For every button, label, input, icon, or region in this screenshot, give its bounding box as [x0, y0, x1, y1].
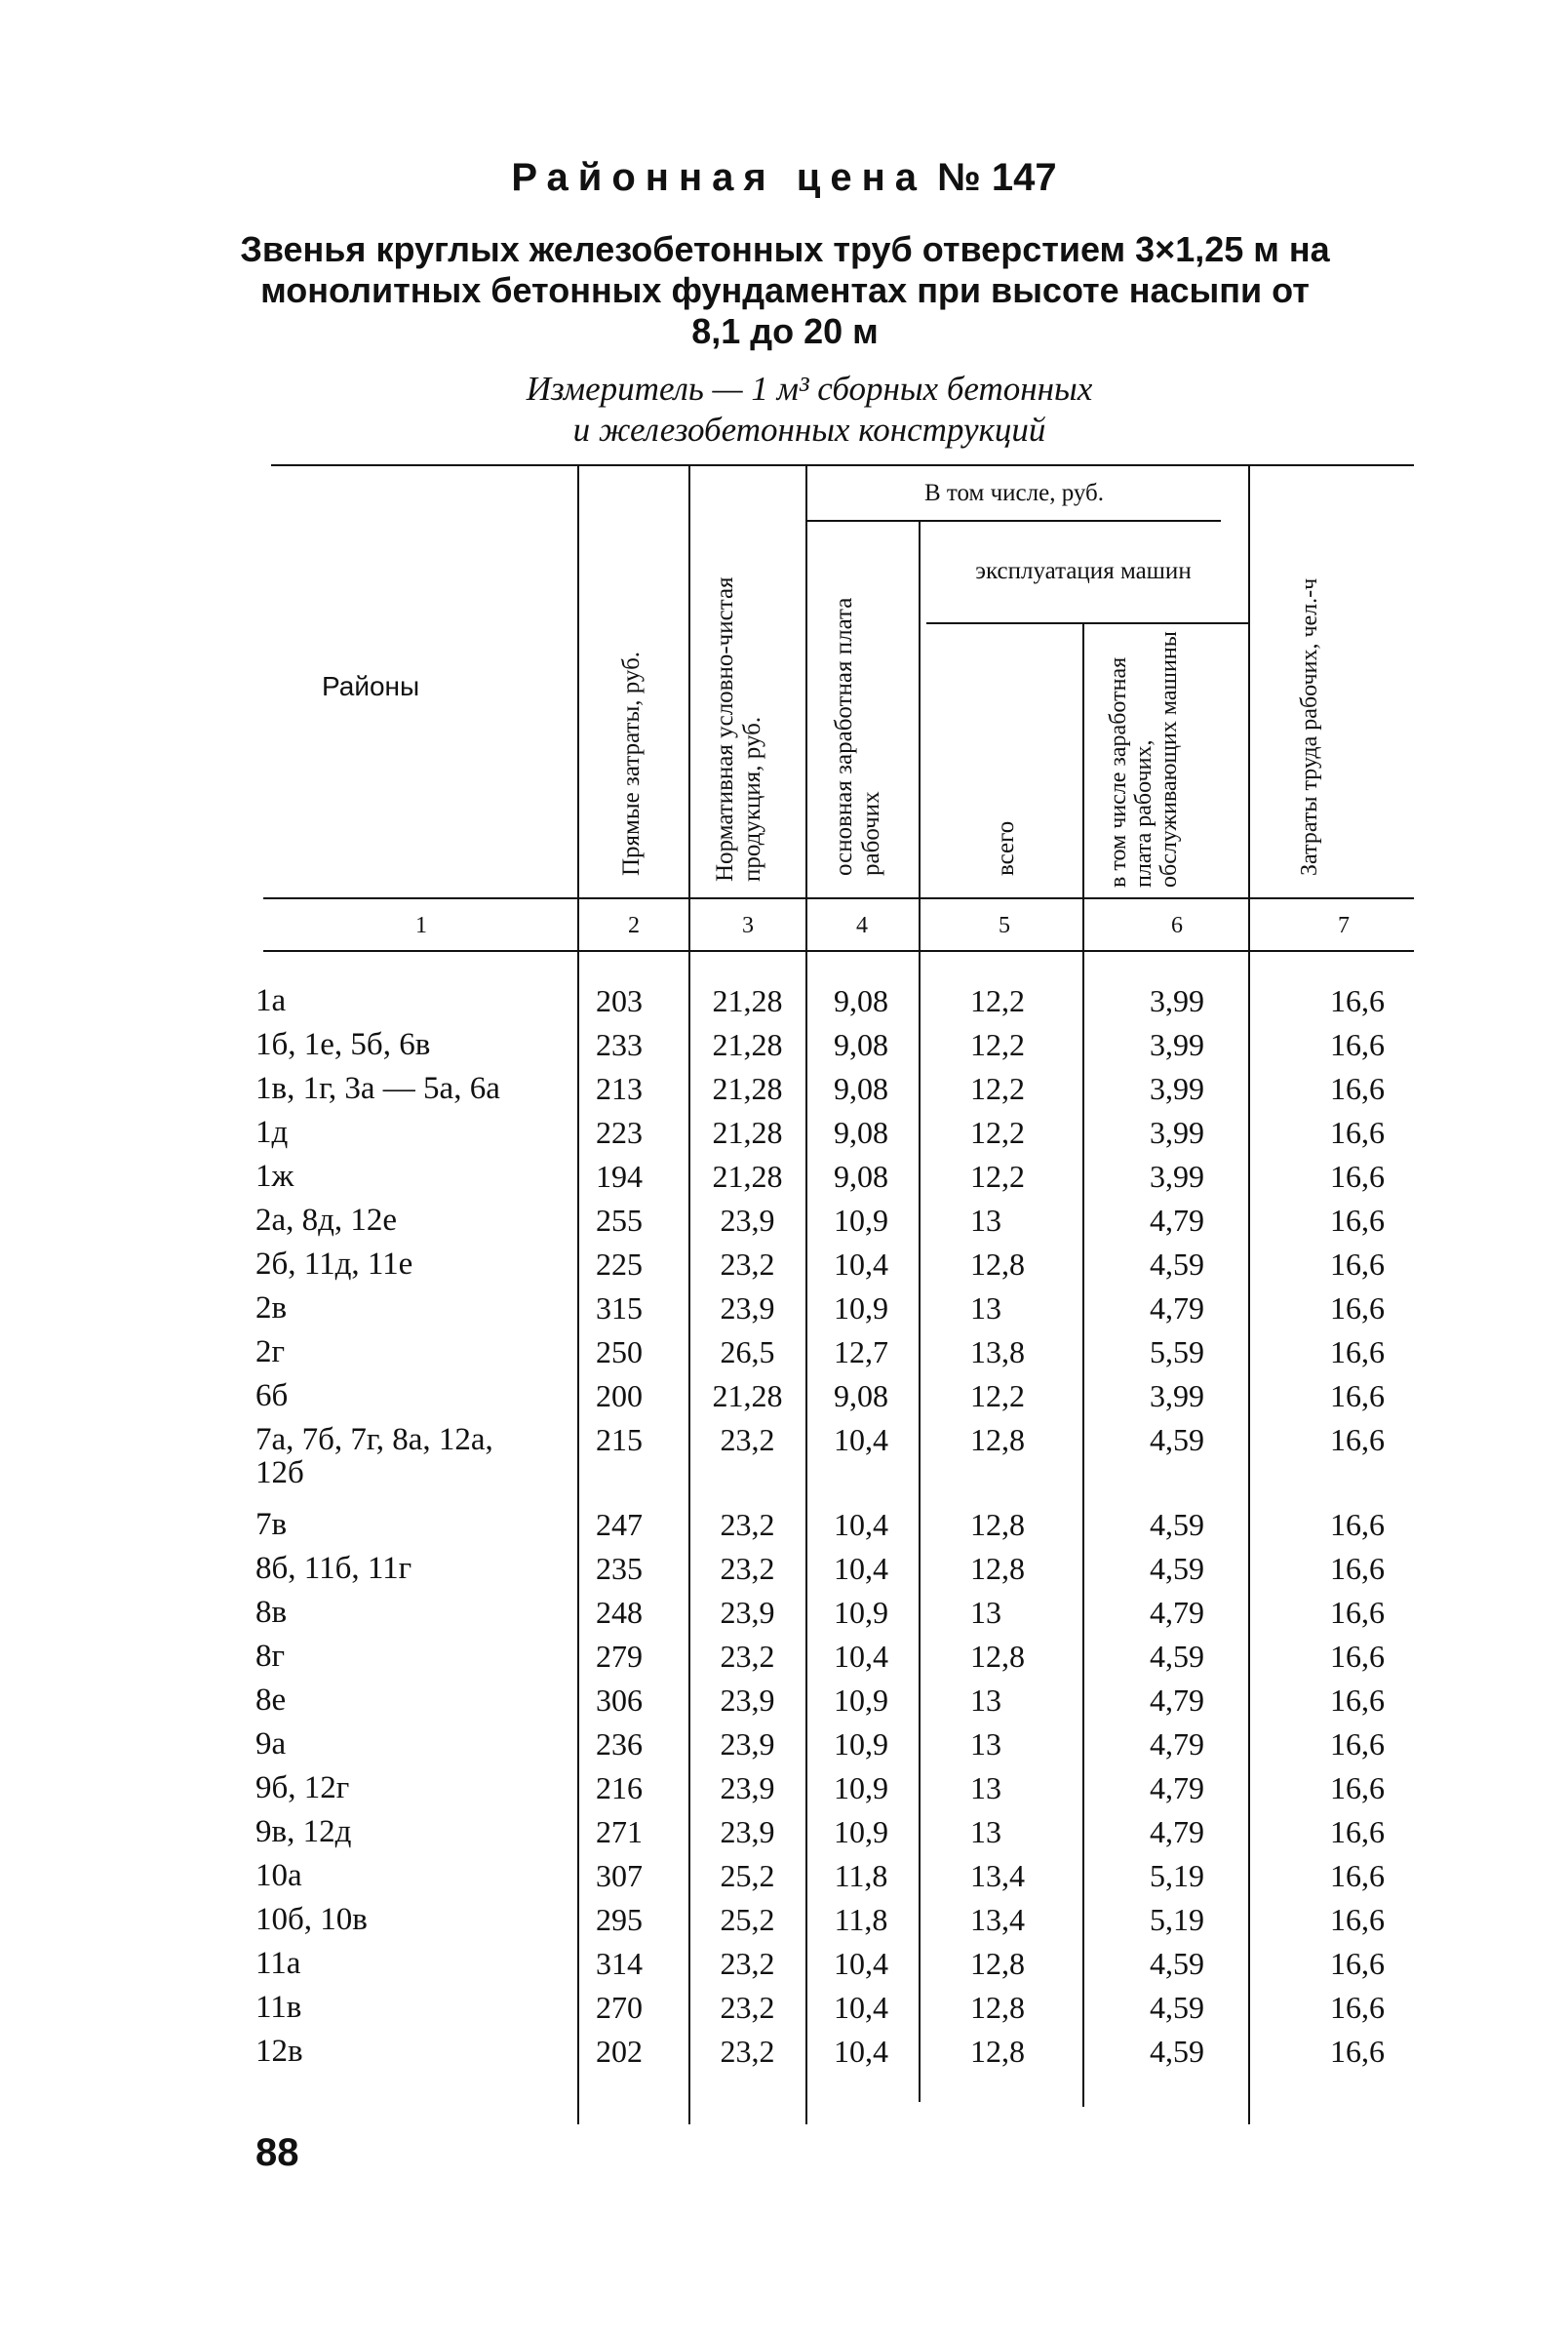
region-cell: 9в, 12д [255, 1814, 352, 1849]
labor-cell: 16,6 [1330, 1639, 1385, 1674]
machines-wage-cell: 4,59 [1150, 2034, 1204, 2069]
region-cell: 9а [255, 1726, 287, 1762]
machines-wage-cell: 4,59 [1150, 1639, 1204, 1674]
title-prefix: Районная цена [511, 156, 927, 199]
wage-cell: 9,08 [834, 1115, 888, 1150]
normative-cell: 23,2 [720, 1507, 775, 1542]
col-num-2: 2 [628, 913, 640, 938]
direct-cost-cell: 200 [596, 1378, 643, 1413]
wage-cell: 12,7 [834, 1334, 888, 1369]
machines-total-cell: 13 [970, 1683, 1001, 1718]
page-number: 88 [255, 2131, 299, 2174]
normative-cell: 23,9 [720, 1726, 775, 1762]
labor-cell: 16,6 [1330, 1683, 1385, 1718]
labor-cell: 16,6 [1330, 1071, 1385, 1106]
wage-cell: 11,8 [834, 1858, 888, 1893]
direct-cost-cell: 315 [596, 1290, 643, 1326]
normative-cell: 23,9 [720, 1814, 775, 1849]
machines-total-cell: 13 [970, 1814, 1001, 1849]
header-base-wage: основная заработная плата рабочих [831, 597, 884, 876]
region-cell: 11а [255, 1946, 301, 1981]
machines-total-cell: 12,2 [970, 1159, 1025, 1194]
region-cell-continued: 12б [255, 1455, 304, 1490]
normative-cell: 21,28 [712, 1027, 783, 1062]
direct-cost-cell: 306 [596, 1683, 643, 1718]
region-cell: 6б [255, 1378, 289, 1413]
normative-cell: 23,9 [720, 1683, 775, 1718]
measure-unit [371, 369, 1248, 451]
machines-total-cell: 13 [970, 1290, 1001, 1326]
machines-total-cell: 13 [970, 1203, 1001, 1238]
region-cell: 12в [255, 2034, 303, 2069]
region-cell: 10а [255, 1858, 302, 1893]
page-title [0, 156, 1568, 200]
labor-cell: 16,6 [1330, 1159, 1385, 1194]
wage-cell: 9,08 [834, 1378, 888, 1413]
direct-cost-cell: 271 [596, 1814, 643, 1849]
machines-wage-cell: 5,59 [1150, 1334, 1204, 1369]
direct-cost-cell: 215 [596, 1422, 643, 1457]
machines-wage-cell: 4,59 [1150, 1990, 1204, 2025]
machines-wage-cell: 4,79 [1150, 1683, 1204, 1718]
normative-cell: 23,2 [720, 1946, 775, 1981]
table-row [0, 1023, 1568, 1066]
table-row-continuation [0, 1451, 1568, 1494]
table-row [0, 1503, 1568, 1546]
normative-cell: 21,28 [712, 1159, 783, 1194]
header-incl: В том числе, руб. [923, 480, 1105, 506]
table-row [0, 1591, 1568, 1634]
header-normative: Нормативная условно-чистая продукция, руб. [712, 576, 765, 882]
machines-total-cell: 13 [970, 1726, 1001, 1762]
labor-cell: 16,6 [1330, 1115, 1385, 1150]
machines-rule [926, 622, 1248, 624]
wage-cell: 11,8 [834, 1902, 888, 1937]
region-cell: 8е [255, 1683, 287, 1718]
machines-wage-cell: 4,59 [1150, 1422, 1204, 1457]
normative-cell: 25,2 [720, 1858, 775, 1893]
labor-cell: 16,6 [1330, 2034, 1385, 2069]
table-row [0, 1942, 1568, 1985]
machines-wage-cell: 3,99 [1150, 1159, 1204, 1194]
wage-cell: 9,08 [834, 983, 888, 1018]
wage-cell: 10,9 [834, 1595, 888, 1630]
wage-cell: 10,4 [834, 1946, 888, 1981]
machines-wage-cell: 4,79 [1150, 1726, 1204, 1762]
table-row [0, 1722, 1568, 1765]
direct-cost-cell: 225 [596, 1247, 643, 1282]
region-cell: 8в [255, 1595, 288, 1630]
labor-cell: 16,6 [1330, 1507, 1385, 1542]
normative-cell: 23,2 [720, 1639, 775, 1674]
normative-cell: 23,2 [720, 1551, 775, 1586]
machines-wage-cell: 4,79 [1150, 1203, 1204, 1238]
direct-cost-cell: 235 [596, 1551, 643, 1586]
direct-cost-cell: 279 [596, 1639, 643, 1674]
machines-total-cell: 12,2 [970, 1071, 1025, 1106]
table-row [0, 1810, 1568, 1853]
labor-cell: 16,6 [1330, 1770, 1385, 1805]
direct-cost-cell: 248 [596, 1595, 643, 1630]
col-num-7: 7 [1338, 913, 1350, 938]
header-total: всего [993, 820, 1019, 876]
wage-cell: 9,08 [834, 1027, 888, 1062]
machines-total-cell: 13,4 [970, 1858, 1025, 1893]
normative-cell: 21,28 [712, 983, 783, 1018]
wage-cell: 9,08 [834, 1159, 888, 1194]
machines-wage-cell: 4,59 [1150, 1946, 1204, 1981]
header-bottom-rule [263, 897, 1414, 899]
wage-cell: 10,4 [834, 1551, 888, 1586]
labor-cell: 16,6 [1330, 1902, 1385, 1937]
machines-wage-cell: 3,99 [1150, 1071, 1204, 1106]
table-row [0, 1679, 1568, 1722]
header-labor: Затраты труда рабочих, чел.-ч [1297, 577, 1322, 876]
wage-cell: 10,9 [834, 1770, 888, 1805]
col-num-3: 3 [742, 913, 754, 938]
region-cell: 9б, 12г [255, 1770, 350, 1805]
machines-total-cell: 13 [970, 1595, 1001, 1630]
direct-cost-cell: 236 [596, 1726, 643, 1762]
header-regions: Районы [322, 671, 420, 701]
machines-wage-cell: 5,19 [1150, 1902, 1204, 1937]
table-row [0, 1766, 1568, 1809]
region-cell: 1б, 1е, 5б, 6в [255, 1027, 431, 1062]
labor-cell: 16,6 [1330, 1595, 1385, 1630]
labor-cell: 16,6 [1330, 1334, 1385, 1369]
table-row [0, 1067, 1568, 1110]
normative-cell: 23,9 [720, 1770, 775, 1805]
normative-cell: 21,28 [712, 1115, 783, 1150]
labor-cell: 16,6 [1330, 1027, 1385, 1062]
region-cell: 7в [255, 1507, 288, 1542]
machines-wage-cell: 3,99 [1150, 1115, 1204, 1150]
table-row [0, 1111, 1568, 1154]
region-cell: 2б, 11д, 11е [255, 1247, 413, 1282]
region-cell: 8б, 11б, 11г [255, 1551, 412, 1586]
machines-total-cell: 12,8 [970, 1422, 1025, 1457]
table-row [0, 1854, 1568, 1897]
machines-wage-cell: 3,99 [1150, 1378, 1204, 1413]
normative-cell: 21,28 [712, 1378, 783, 1413]
machines-total-cell: 12,2 [970, 1378, 1025, 1413]
direct-cost-cell: 223 [596, 1115, 643, 1150]
wage-cell: 10,9 [834, 1726, 888, 1762]
labor-cell: 16,6 [1330, 1378, 1385, 1413]
labor-cell: 16,6 [1330, 1726, 1385, 1762]
table-row [0, 1986, 1568, 2029]
region-cell: 10б, 10в [255, 1902, 368, 1937]
direct-cost-cell: 314 [596, 1946, 643, 1981]
machines-total-cell: 12,8 [970, 1639, 1025, 1674]
table-row [0, 1155, 1568, 1198]
table-row [0, 1374, 1568, 1417]
normative-cell: 23,9 [720, 1290, 775, 1326]
table-row [0, 1243, 1568, 1286]
normative-cell: 21,28 [712, 1071, 783, 1106]
labor-cell: 16,6 [1330, 1422, 1385, 1457]
region-cell: 8г [255, 1639, 286, 1674]
region-cell: 7а, 7б, 7г, 8а, 12а, [255, 1422, 493, 1457]
col-num-1: 1 [415, 913, 427, 938]
region-cell: 1ж [255, 1159, 294, 1194]
normative-cell: 23,9 [720, 1595, 775, 1630]
machines-total-cell: 12,8 [970, 1551, 1025, 1586]
labor-cell: 16,6 [1330, 1858, 1385, 1893]
table-row [0, 1199, 1568, 1242]
region-cell: 1а [255, 983, 287, 1018]
normative-cell: 25,2 [720, 1902, 775, 1937]
labor-cell: 16,6 [1330, 983, 1385, 1018]
region-cell: 1в, 1г, 3а — 5а, 6а [255, 1071, 500, 1106]
machines-wage-cell: 4,79 [1150, 1595, 1204, 1630]
table-subtitle: Звенья круглых железобетонных труб отверстием 3×1,25 м на монолитных бетонных фундаментах при высоте насыпи от 8,1 до 20 м [240, 229, 1330, 351]
wage-cell: 9,08 [834, 1071, 888, 1106]
machines-total-cell: 12,2 [970, 1115, 1025, 1150]
table-row [0, 1287, 1568, 1329]
table-row [0, 1635, 1568, 1678]
machines-wage-cell: 4,79 [1150, 1814, 1204, 1849]
direct-cost-cell: 255 [596, 1203, 643, 1238]
labor-cell: 16,6 [1330, 1290, 1385, 1326]
region-cell: 2в [255, 1290, 288, 1326]
direct-cost-cell: 213 [596, 1071, 643, 1106]
normative-cell: 23,2 [720, 2034, 775, 2069]
machines-total-cell: 12,2 [970, 983, 1025, 1018]
wage-cell: 10,4 [834, 2034, 888, 2069]
machines-wage-cell: 4,79 [1150, 1770, 1204, 1805]
direct-cost-cell: 307 [596, 1858, 643, 1893]
wage-cell: 10,4 [834, 1507, 888, 1542]
region-cell: 2г [255, 1334, 286, 1369]
machines-total-cell: 12,8 [970, 1990, 1025, 2025]
machines-total-cell: 13,4 [970, 1902, 1025, 1937]
labor-cell: 16,6 [1330, 1551, 1385, 1586]
direct-cost-cell: 202 [596, 2034, 643, 2069]
machines-wage-cell: 4,59 [1150, 1551, 1204, 1586]
normative-cell: 23,2 [720, 1990, 775, 2025]
measure-line-2: и железобетонных конструкций [572, 411, 1046, 449]
normative-cell: 23,2 [720, 1422, 775, 1457]
region-cell: 1д [255, 1115, 289, 1150]
wage-cell: 10,4 [834, 1639, 888, 1674]
table-top-rule [271, 464, 1414, 466]
direct-cost-cell: 295 [596, 1902, 643, 1937]
machines-total-cell: 12,8 [970, 2034, 1025, 2069]
machines-wage-cell: 4,59 [1150, 1507, 1204, 1542]
machines-wage-cell: 3,99 [1150, 1027, 1204, 1062]
header-direct-costs: Прямые затраты, руб. [618, 651, 645, 876]
labor-cell: 16,6 [1330, 1247, 1385, 1282]
machines-wage-cell: 4,79 [1150, 1290, 1204, 1326]
table-row [0, 2030, 1568, 2073]
wage-cell: 10,9 [834, 1290, 888, 1326]
title-number: № 147 [937, 156, 1057, 199]
labor-cell: 16,6 [1330, 1946, 1385, 1981]
normative-cell: 23,9 [720, 1203, 775, 1238]
machines-wage-cell: 5,19 [1150, 1858, 1204, 1893]
region-cell: 2а, 8д, 12е [255, 1203, 398, 1238]
direct-cost-cell: 194 [596, 1159, 643, 1194]
table-row [0, 1898, 1568, 1941]
labor-cell: 16,6 [1330, 1814, 1385, 1849]
labor-cell: 16,6 [1330, 1203, 1385, 1238]
machines-total-cell: 12,2 [970, 1027, 1025, 1062]
table-row [0, 1330, 1568, 1373]
machines-total-cell: 12,8 [970, 1946, 1025, 1981]
wage-cell: 10,4 [834, 1990, 888, 2025]
machines-wage-cell: 4,59 [1150, 1247, 1204, 1282]
header-machines: эксплуатация машин [975, 558, 1192, 584]
machines-wage-cell: 3,99 [1150, 983, 1204, 1018]
wage-cell: 10,4 [834, 1247, 888, 1282]
col-num-4: 4 [856, 913, 868, 938]
col-num-6: 6 [1171, 913, 1183, 938]
direct-cost-cell: 247 [596, 1507, 643, 1542]
machines-total-cell: 12,8 [970, 1247, 1025, 1282]
header-incl-wage: в том числе заработная плата рабочих, обслуживающих машины [1106, 631, 1182, 888]
wage-cell: 10,9 [834, 1814, 888, 1849]
direct-cost-cell: 216 [596, 1770, 643, 1805]
labor-cell: 16,6 [1330, 1990, 1385, 2025]
direct-cost-cell: 233 [596, 1027, 643, 1062]
machines-total-cell: 13,8 [970, 1334, 1025, 1369]
normative-cell: 23,2 [720, 1247, 775, 1282]
col-num-5: 5 [999, 913, 1010, 938]
measure-line-1: Измеритель — 1 м³ сборных бетонных [526, 370, 1093, 408]
table-row [0, 979, 1568, 1022]
wage-cell: 10,4 [834, 1422, 888, 1457]
machines-total-cell: 12,8 [970, 1507, 1025, 1542]
normative-cell: 26,5 [720, 1334, 775, 1369]
table-row [0, 1547, 1568, 1590]
direct-cost-cell: 250 [596, 1334, 643, 1369]
column-number-rule [263, 950, 1414, 952]
wage-cell: 10,9 [834, 1203, 888, 1238]
wage-cell: 10,9 [834, 1683, 888, 1718]
machines-total-cell: 13 [970, 1770, 1001, 1805]
direct-cost-cell: 270 [596, 1990, 643, 2025]
direct-cost-cell: 203 [596, 983, 643, 1018]
region-cell: 11в [255, 1990, 302, 2025]
